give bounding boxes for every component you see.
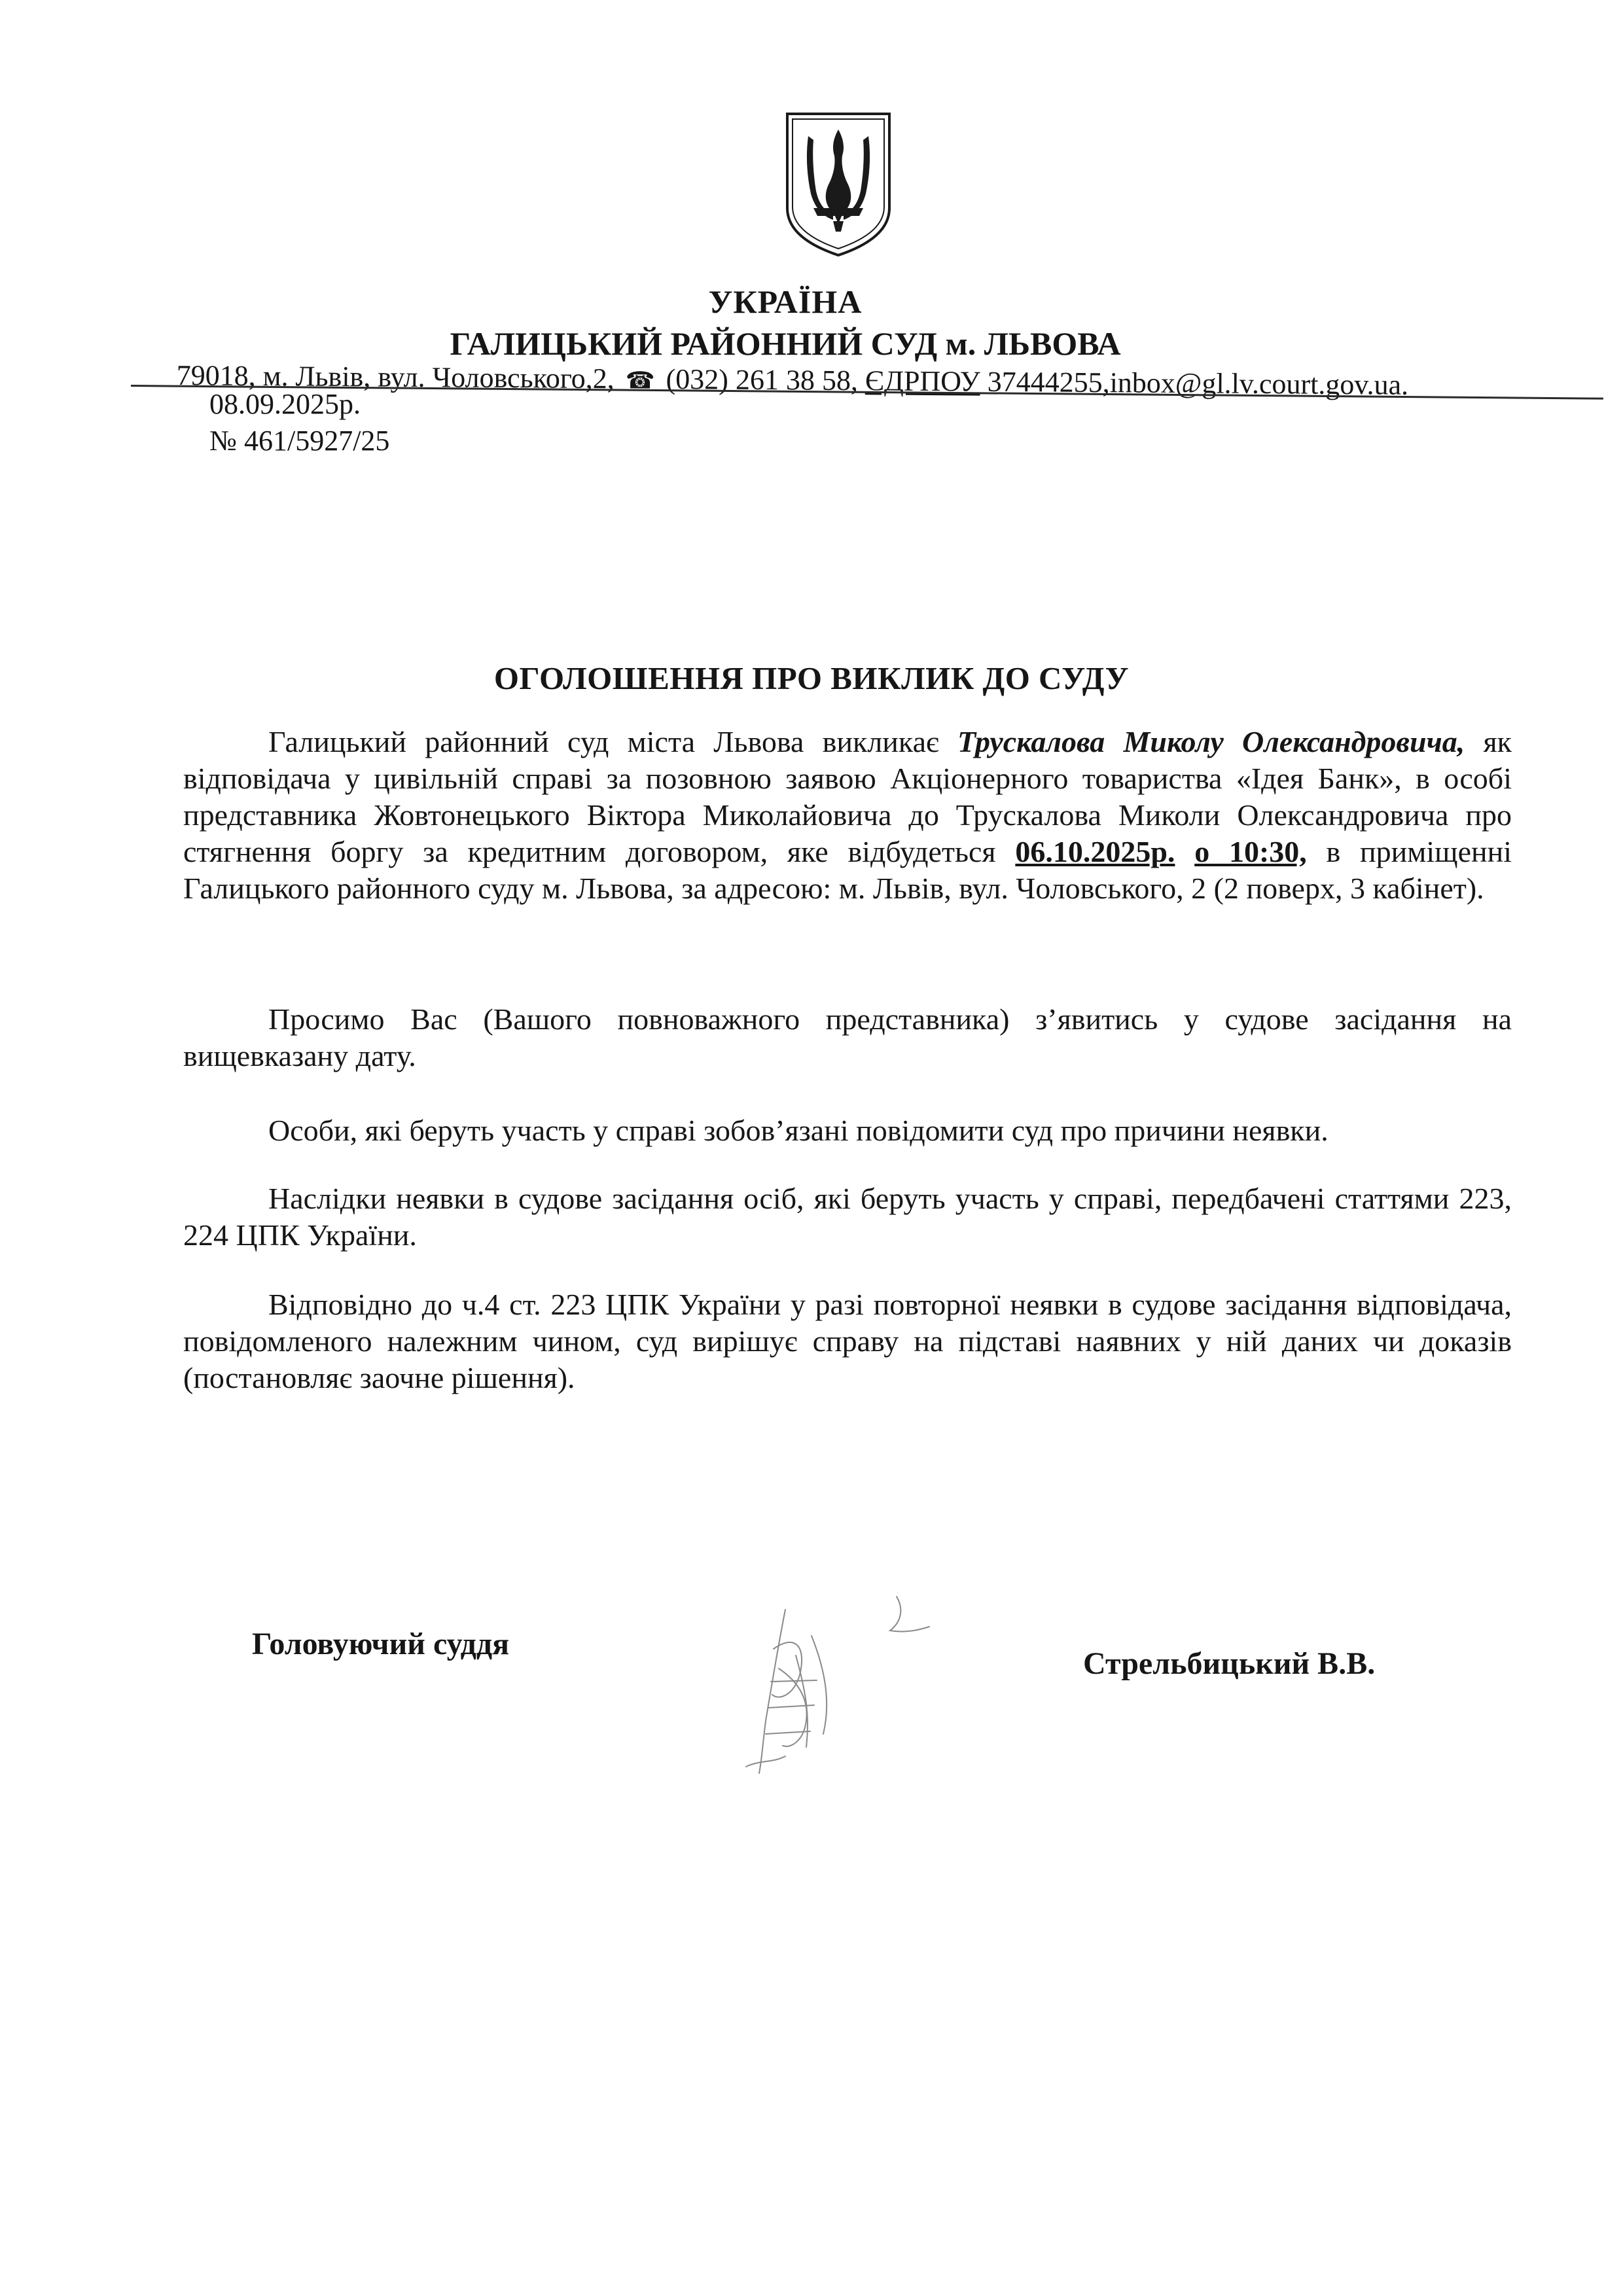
paragraph-default-judgment: Відповідно до ч.4 ст. 223 ЦПК України у разі повторної неявки в судове засідання відповідача, повідомленого належним чином, суд вирішує справу на підставі наявних у ній даних чи доказів (постановляє заочне рішення).	[183, 1288, 1512, 1395]
summons-tail: в приміщенні Галицького районного суду м. Львова, за адресою: м. Львів, вул. Чоловського, 2 (2 поверх, 3 кабінет).	[183, 835, 1512, 906]
document-title: ОГОЛОШЕННЯ ПРО ВИКЛИК ДО СУДУ	[493, 660, 1130, 696]
header-court-name: ГАЛИЦЬКИЙ РАЙОННИЙ СУД м. ЛЬВОВА	[450, 325, 1121, 362]
hearing-date: 06.10.2025р.	[1015, 835, 1175, 869]
edrpou-email: 37444255,inbox@gl.lv.court.gov.ua.	[987, 365, 1409, 401]
paragraph-request: Просимо Вас (Вашого повноважного представника) з’явитись у судове засідання на вищевказану дату.	[183, 1002, 1512, 1073]
header-country: УКРАЇНА	[708, 283, 863, 320]
judge-name: Стрельбицький В.В.	[1083, 1646, 1376, 1681]
court-phone: (032) 261 38 58	[666, 362, 851, 397]
paragraph-obligation: Особи, які беруть участь у справі зобов’язані повідомити суд про причини неявки.	[268, 1114, 1329, 1147]
case-number: № 461/5927/25	[209, 425, 390, 457]
paragraph-summons	[183, 724, 1512, 908]
paragraph-consequences: Наслідки неявки в судове засідання осіб, які беруть участь у справі, передбачені статтями 223, 224 ЦПК України.	[183, 1182, 1512, 1252]
handwritten-signature	[733, 1570, 969, 1786]
judge-role: Головуючий суддя	[252, 1627, 510, 1661]
telephone-icon: ☎	[625, 367, 655, 394]
edrpou-label: ЄДРПОУ	[865, 364, 980, 398]
defendant-name: Трускалова Миколу Олександровича,	[957, 725, 1465, 758]
summons-body: як відповідача у цивільній справі за позовною заявою Акціонерного товариства «Ідея Банк», в особі представника Жовтонецького Віктора Миколайовича до Трускалова Миколи Олександровича про стягнення боргу за кредитним договором, яке відбудеться	[183, 725, 1512, 869]
document-date: 08.09.2025р.	[209, 388, 361, 420]
summons-intro: Галицький районний суд міста Львова викликає	[268, 725, 957, 758]
coat-of-arms-icon	[782, 110, 895, 259]
hearing-time: о 10:30,	[1194, 835, 1307, 869]
header-contacts: 79018, м. Львів, вул. Чоловського,2, ☎ (032) 261 38 58, ЄДРПОУ 37444255,inbox@gl.lv.court.gov.ua.	[176, 359, 1409, 401]
court-address: 79018, м. Львів, вул. Чоловського,2,	[176, 359, 615, 395]
